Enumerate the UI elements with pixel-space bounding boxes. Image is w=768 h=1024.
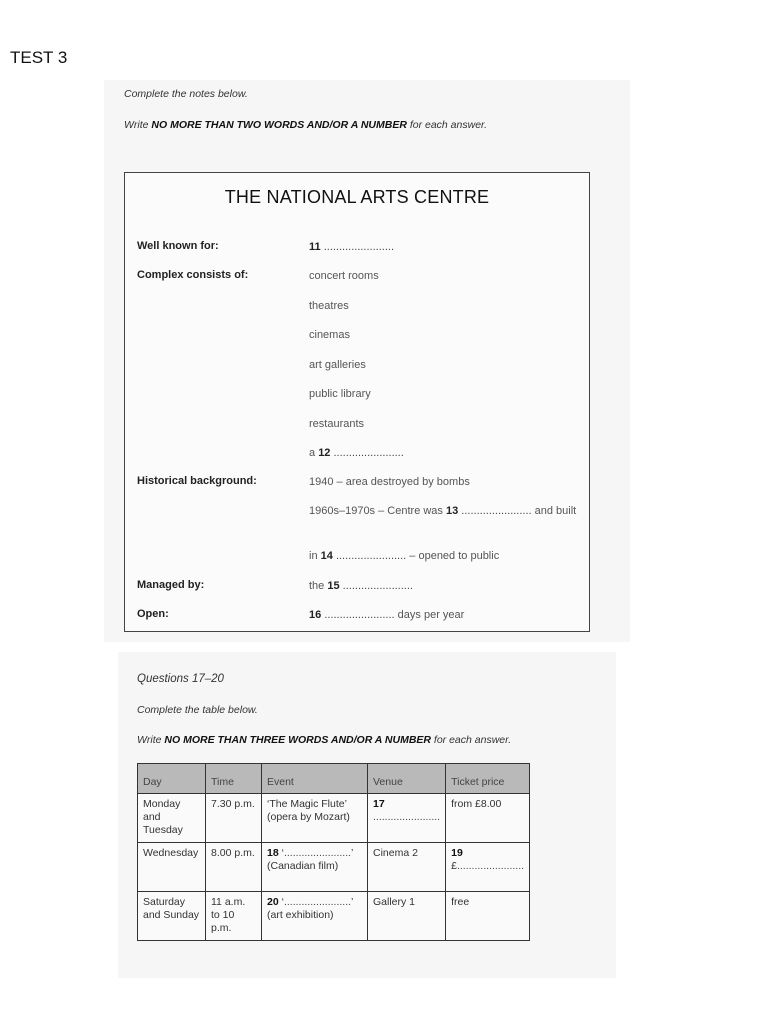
value-public-library: public library bbox=[309, 388, 371, 400]
question-number: 17 bbox=[373, 798, 385, 810]
value-art-galleries: art galleries bbox=[309, 359, 366, 371]
answer-blank: ....................... bbox=[373, 811, 441, 823]
table-row bbox=[138, 794, 530, 843]
answer-20[interactable]: 20 ‘.......................’ (art exhibition) bbox=[262, 892, 368, 941]
label-historical-background: Historical background: bbox=[137, 475, 257, 487]
cell-time: 7.30 p.m. bbox=[206, 794, 262, 843]
label-well-known-for: Well known for: bbox=[137, 240, 219, 252]
test-heading: TEST 3 bbox=[10, 48, 68, 67]
notes-title: THE NATIONAL ARTS CENTRE bbox=[224, 187, 490, 207]
value-theatres: theatres bbox=[309, 300, 349, 312]
question-number: 14 bbox=[320, 550, 333, 562]
value-cinemas: cinemas bbox=[309, 329, 350, 341]
answer-12[interactable] bbox=[309, 446, 579, 460]
event-note: (art exhibition) bbox=[267, 909, 334, 921]
cell-day: Saturday and Sunday bbox=[138, 892, 206, 941]
instruction-pre: Write bbox=[137, 734, 165, 746]
answer-blank: ....................... bbox=[461, 505, 532, 517]
table-row bbox=[138, 892, 530, 941]
answer-blank: ....................... bbox=[324, 609, 395, 621]
header-day: Day bbox=[138, 764, 206, 794]
question-number: 11 bbox=[309, 241, 321, 253]
header-ticket-price: Ticket price bbox=[446, 764, 530, 794]
answer-blank: ....................... bbox=[456, 860, 525, 872]
label-complex-consists-of: Complex consists of: bbox=[137, 269, 249, 281]
cell-price: from £8.00 bbox=[446, 794, 530, 843]
value-concert-rooms: concert rooms bbox=[309, 270, 379, 282]
event-note: (Canadian film) bbox=[267, 860, 339, 872]
answer-15[interactable] bbox=[309, 579, 579, 593]
events-table bbox=[137, 763, 530, 941]
answer-blank: ....................... bbox=[342, 580, 413, 592]
cell-venue: Gallery 1 bbox=[368, 892, 446, 941]
table-header-row bbox=[138, 764, 530, 794]
cell-event: ‘The Magic Flute’ (opera by Mozart) bbox=[262, 794, 368, 843]
answer-18[interactable]: 18 ‘.......................’ (Canadian film) bbox=[262, 843, 368, 892]
question-number: 16 bbox=[309, 609, 322, 621]
cell-time: 11 a.m. to 10 p.m. bbox=[206, 892, 262, 941]
label-open: Open: bbox=[137, 608, 169, 620]
cell-day: Monday and Tuesday bbox=[138, 794, 206, 843]
word-limit-text: NO MORE THAN THREE WORDS AND/OR A NUMBER bbox=[164, 734, 431, 746]
answer-suffix: days per year bbox=[394, 609, 465, 621]
answer-prefix: 1960s–1970s – Centre was bbox=[309, 505, 446, 517]
header-venue: Venue bbox=[368, 764, 446, 794]
question-number: 19 bbox=[451, 847, 463, 859]
answer-suffix: – opened to public bbox=[406, 550, 500, 562]
word-limit-instruction bbox=[124, 119, 487, 131]
answer-13[interactable] bbox=[309, 504, 579, 518]
answer-blank: ....................... bbox=[283, 896, 352, 908]
value-1940: 1940 – area destroyed by bombs bbox=[309, 476, 470, 488]
question-number: 18 bbox=[267, 847, 279, 859]
instruction-post: for each answer. bbox=[406, 119, 488, 131]
answer-blank: ....................... bbox=[335, 550, 407, 562]
question-number: 13 bbox=[445, 505, 459, 517]
answer-blank: ....................... bbox=[283, 847, 352, 859]
answer-suffix: and built bbox=[531, 505, 577, 517]
table-word-limit-instruction bbox=[137, 734, 511, 746]
label-managed-by: Managed by: bbox=[137, 579, 205, 591]
answer-11[interactable] bbox=[309, 240, 579, 254]
question-number: 20 bbox=[267, 896, 279, 908]
cell-time: 8.00 p.m. bbox=[206, 843, 262, 892]
answer-prefix: in bbox=[309, 550, 321, 562]
header-event: Event bbox=[262, 764, 368, 794]
answer-blank: ....................... bbox=[323, 241, 394, 253]
notes-box bbox=[124, 172, 590, 632]
notes-instruction: Complete the notes below. bbox=[124, 88, 248, 100]
answer-17[interactable] bbox=[368, 794, 446, 843]
answer-19[interactable] bbox=[446, 843, 530, 892]
instruction-post: for each answer. bbox=[431, 734, 512, 746]
word-limit-text: NO MORE THAN TWO WORDS AND/OR A NUMBER bbox=[151, 119, 407, 131]
value-restaurants: restaurants bbox=[309, 418, 365, 430]
table-row bbox=[138, 843, 530, 892]
table-instruction: Complete the table below. bbox=[137, 704, 258, 716]
cell-venue: Cinema 2 bbox=[368, 843, 446, 892]
answer-prefix: a bbox=[309, 447, 319, 459]
answer-14[interactable] bbox=[309, 549, 579, 563]
answer-16[interactable] bbox=[309, 608, 579, 622]
answer-blank: ....................... bbox=[333, 447, 404, 459]
question-number: 12 bbox=[318, 447, 331, 459]
currency-symbol: £ bbox=[451, 860, 457, 872]
question-number: 15 bbox=[327, 580, 340, 592]
answer-prefix: the bbox=[309, 580, 328, 592]
questions-label: Questions 17–20 bbox=[137, 673, 224, 685]
header-time: Time bbox=[206, 764, 262, 794]
instruction-pre: Write bbox=[124, 119, 152, 131]
cell-day: Wednesday bbox=[138, 843, 206, 892]
cell-price: free bbox=[446, 892, 530, 941]
